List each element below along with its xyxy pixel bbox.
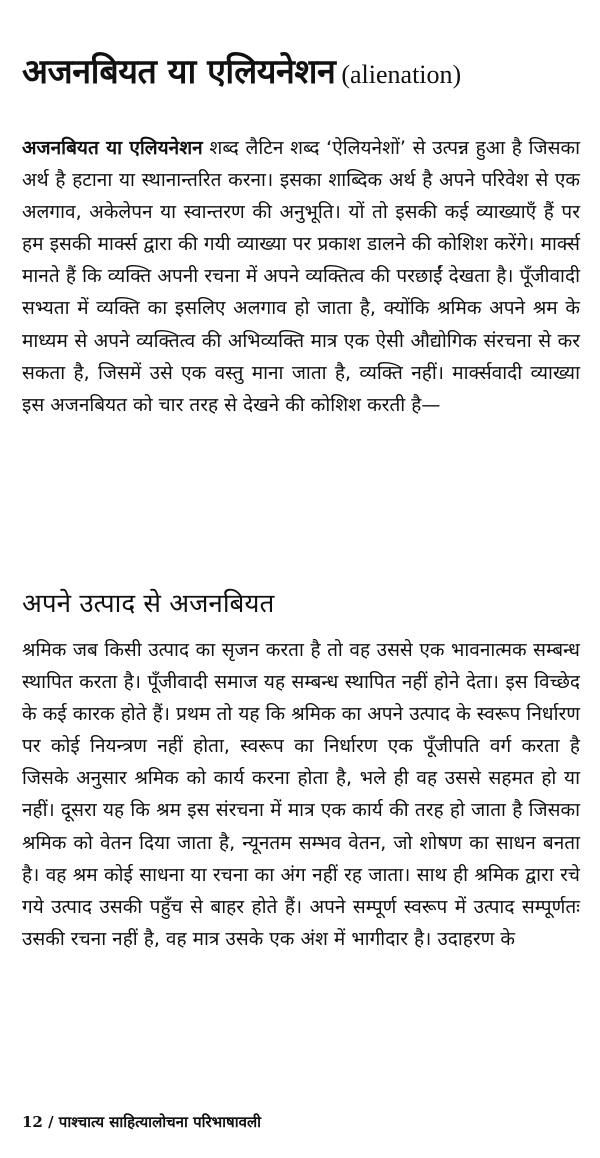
page-title bbox=[22, 44, 580, 103]
section-heading: अपने उत्पाद से अजनबियत bbox=[22, 589, 275, 619]
page-footer: 12 / पाश्चात्य साहित्यालोचना परिभाषावली bbox=[22, 1113, 262, 1131]
intro-lead-term: अजनबियत या एलियनेशन bbox=[22, 137, 203, 159]
title-english: (alienation) bbox=[341, 60, 462, 89]
document-page bbox=[22, 44, 580, 950]
title-hindi: अजनबियत या एलियनेशन bbox=[22, 52, 336, 92]
intro-body-text: शब्द लैटिन शब्द ‘ऐलियनेशों’ से उत्पन्न हुआ है जिसका अर्थ है हटाना या स्थानान्तरित करना। इसका शाब्दिक अर्थ है अपने परिवेश से एक अलगाव, अकेलेपन या स्वान्तरण की अनुभूति। यों तो इसकी कई व्याख्याएँ हैं पर हम इसकी मार्क्स द्वारा की गयी व्याख्या पर प्रकाश डालने की कोशिश करेंगे। मार्क्स मानते हैं कि व्यक्ति अपनी रचना में अपने व्यक्तित्व की परछाईं देखता है। पूँजीवादी सभ्यता में व्यक्ति का इसलिए अलगाव हो जाता है, क्योंकि श्रमिक अपने श्रम के माध्यम से अपने व्यक्तित्व की अभिव्यक्ति मात्र एक ऐसी औद्योगिक संरचना से कर सकता है, जिसमें उसे एक वस्तु माना जाता है, व्यक्ति नहीं। मार्क्सवादी व्याख्या इस अजनबियत को चार तरह से देखने की कोशिश करती है— bbox=[22, 137, 580, 416]
section-paragraph: श्रमिक जब किसी उत्पाद का सृजन करता है तो वह उससे एक भावनात्मक सम्बन्ध स्थापित करता है। पूँजीवादी समाज यह सम्बन्ध स्थापित नहीं होने देता। इस विच्छेद के कई कारक होते हैं। प्रथम तो यह कि श्रमिक का अपने उत्पाद के स्वरूप निर्धारण पर कोई नियन्त्रण नहीं होता, स्वरूप का निर्धारण एक पूँजीपति वर्ग करता है जिसके अनुसार श्रमिक को कार्य करना होता है, भले ही वह उससे सहमत हो या नहीं। दूसरा यह कि श्रम इस संरचना में मात्र एक कार्य की तरह हो जाता है जिसका श्रमिक को वेतन दिया जाता है, न्यूनतम सम्भव वेतन, जो शोषण का साधन बनता है। वह श्रम कोई साधना या रचना का अंग नहीं रह जाता। साथ ही श्रमिक द्वारा रचे गये उत्पाद उसकी पहुँच से बाहर होते हैं। अपने सम्पूर्ण स्वरूप में उत्पाद सम्पूर्णतः उसकी रचना नहीं है, वह मात्र उसके एक अंश में भागीदार है। उदाहरण के bbox=[22, 639, 580, 950]
intro-paragraph bbox=[22, 132, 580, 421]
